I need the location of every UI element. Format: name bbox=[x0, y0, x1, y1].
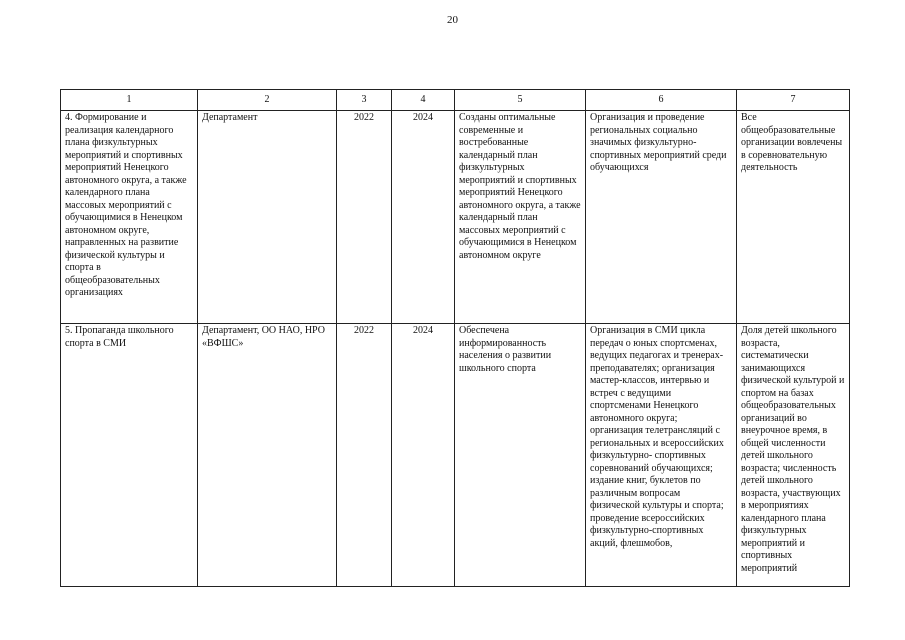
result-cell: Обеспечена информированность населения о развитии школьного спорта bbox=[455, 324, 586, 587]
indicator-cell: Все общеобразовательные организации вовлечены в соревновательную деятельность bbox=[737, 111, 850, 324]
result-cell: Созданы оптимальные современные и востребованные календарный план физкультурных мероприятий и спортивных мероприятий Ненецкого автономного округа, а также календарный план массовых мероприятий с обучающимися в Ненецком автономном округе bbox=[455, 111, 586, 324]
page-number: 20 bbox=[447, 14, 458, 26]
column-header: 7 bbox=[737, 90, 850, 111]
column-header: 4 bbox=[392, 90, 455, 111]
activity-cell: 5. Пропаганда школьного спорта в СМИ bbox=[61, 324, 198, 587]
column-header: 2 bbox=[198, 90, 337, 111]
column-header: 6 bbox=[586, 90, 737, 111]
executor-cell: Департамент bbox=[198, 111, 337, 324]
plan-table bbox=[60, 89, 850, 587]
column-header: 1 bbox=[61, 90, 198, 111]
end-year-cell: 2024 bbox=[392, 324, 455, 587]
measures-cell: Организация в СМИ цикла передач о юных спортсменах, ведущих педагогах и тренерах-преподавателях; организация мастер-классов, интервью и встреч с ведущими спортсменами Ненецкого автономного округа; организация телетрансляций с региональных и всероссийских физкультурно- спортивных соревнований обучающихся; издание книг, буклетов по различным вопросам физической культуры и спорта; проведение всероссийских физкультурно-спортивных акций, флешмобов, bbox=[586, 324, 737, 587]
table-row bbox=[61, 324, 850, 587]
header-row bbox=[61, 90, 850, 111]
activity-cell: 4. Формирование и реализация календарного плана физкультурных мероприятий и спортивных мероприятий Ненецкого автономного округа, а также календарного плана массовых мероприятий с обучающимися в Ненецком автономном округе, направленных на развитие физической культуры и спорта в общеобразовательных организациях bbox=[61, 111, 198, 324]
start-year-cell: 2022 bbox=[337, 324, 392, 587]
column-header: 5 bbox=[455, 90, 586, 111]
measures-cell: Организация и проведение региональных социально значимых физкультурно- спортивных мероприятий среди обучающихся bbox=[586, 111, 737, 324]
column-header: 3 bbox=[337, 90, 392, 111]
indicator-cell: Доля детей школьного возраста, систематически занимающихся физической культурой и спортом на базах общеобразовательных организаций во внеурочное время, в общей численности детей школьного возраста; численность детей школьного возраста, участвующих в мероприятиях календарного плана физкультурных мероприятий и спортивных мероприятий bbox=[737, 324, 850, 587]
start-year-cell: 2022 bbox=[337, 111, 392, 324]
executor-cell: Департамент, ОО НАО, НРО «ВФШС» bbox=[198, 324, 337, 587]
end-year-cell: 2024 bbox=[392, 111, 455, 324]
table-row bbox=[61, 111, 850, 324]
